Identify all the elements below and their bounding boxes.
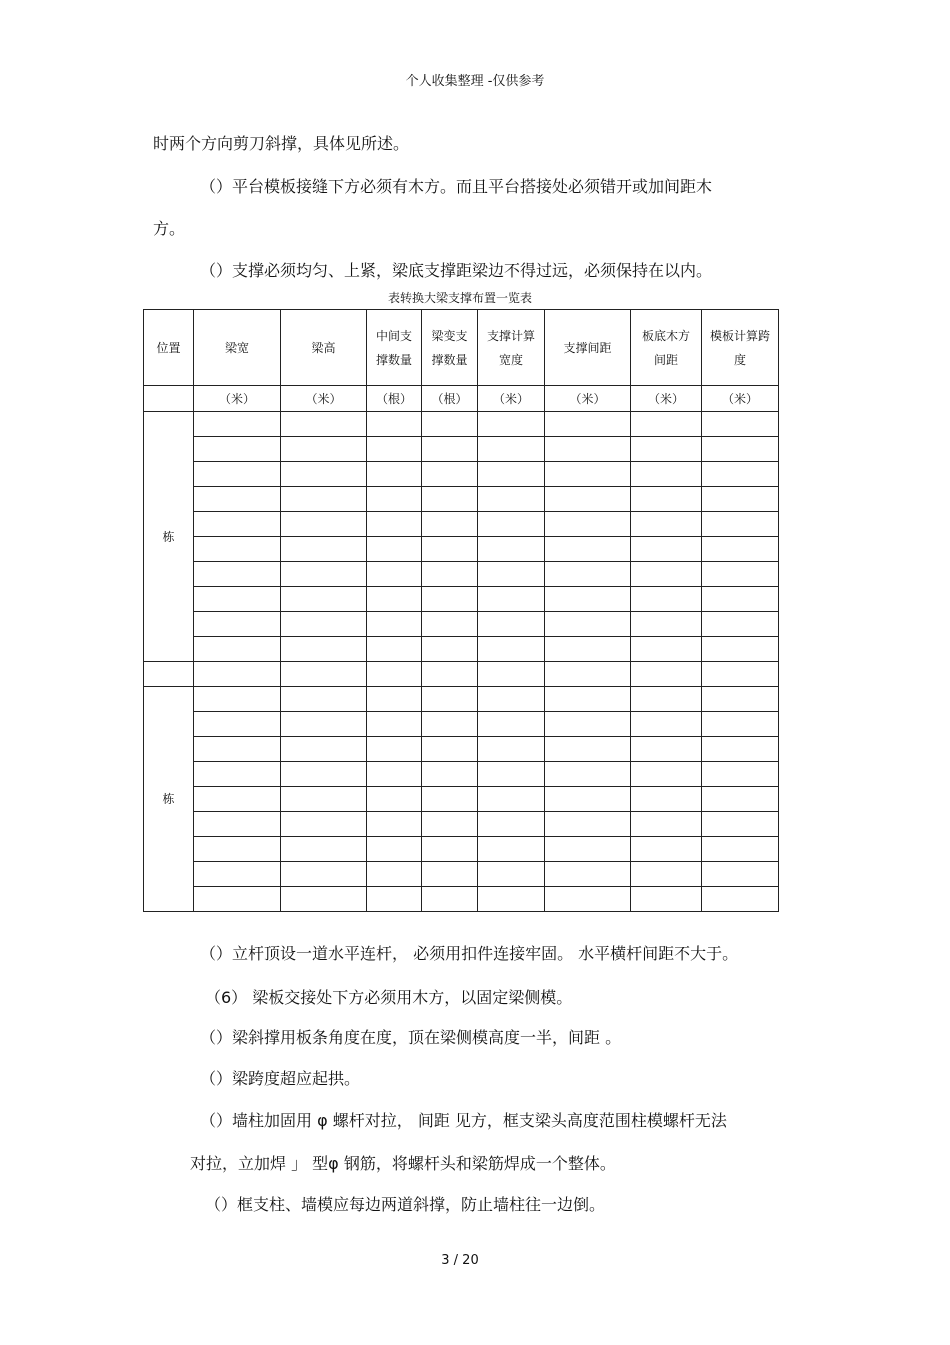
paragraph-3: （）支撑必须均匀、上紧，梁底支撑距梁边不得过远，必须保持在以内。 <box>200 261 713 280</box>
table-row <box>144 562 779 587</box>
table-row <box>144 512 779 537</box>
table-cell <box>281 562 367 587</box>
beam-support-table <box>143 309 779 912</box>
table-cell <box>422 637 478 662</box>
table-cell <box>367 812 422 837</box>
table-cell <box>367 837 422 862</box>
table-cell <box>702 712 779 737</box>
table-cell <box>281 637 367 662</box>
table-cell <box>631 837 702 862</box>
table-header-row <box>144 310 779 386</box>
table-row <box>144 587 779 612</box>
table-cell <box>281 787 367 812</box>
table-cell <box>281 537 367 562</box>
table-cell <box>194 437 281 462</box>
table-cell <box>367 587 422 612</box>
group-label-cell: 栋 <box>144 687 194 912</box>
header-cell: 位置 <box>144 310 194 386</box>
table-cell <box>702 687 779 712</box>
table-cell <box>281 887 367 912</box>
table-cell <box>422 562 478 587</box>
table-cell <box>545 462 631 487</box>
table-cell <box>478 412 545 437</box>
table-cell <box>631 612 702 637</box>
table-cell <box>545 487 631 512</box>
table-cell <box>631 462 702 487</box>
table-cell <box>631 587 702 612</box>
table-cell <box>281 812 367 837</box>
table-cell <box>422 812 478 837</box>
table-cell <box>367 887 422 912</box>
table-cell <box>702 762 779 787</box>
table-cell <box>478 687 545 712</box>
table-row <box>144 537 779 562</box>
unit-cell: （米） <box>478 386 545 412</box>
table-cell <box>702 412 779 437</box>
table-cell <box>478 612 545 637</box>
table-cell <box>702 562 779 587</box>
unit-cell <box>144 386 194 412</box>
table-cell <box>702 837 779 862</box>
table-cell <box>422 437 478 462</box>
table-cell <box>422 462 478 487</box>
header-cell: 支撑间距 <box>545 310 631 386</box>
unit-cell: （米） <box>281 386 367 412</box>
table-cell <box>702 812 779 837</box>
paragraph-1: 时两个方向剪刀斜撑，具体见所述。 <box>153 134 410 153</box>
table-cell <box>478 837 545 862</box>
group-label-cell: 栋 <box>144 412 194 662</box>
table-cell <box>194 462 281 487</box>
table-cell <box>478 787 545 812</box>
table-cell <box>702 612 779 637</box>
table-cell <box>478 462 545 487</box>
table-cell <box>367 462 422 487</box>
unit-cell: （米） <box>631 386 702 412</box>
table-cell <box>367 712 422 737</box>
table-cell <box>194 762 281 787</box>
table-cell <box>194 812 281 837</box>
table-cell <box>194 862 281 887</box>
table-cell <box>194 637 281 662</box>
table-cell <box>367 737 422 762</box>
table-cell <box>702 737 779 762</box>
unit-cell: （米） <box>702 386 779 412</box>
table-row <box>144 887 779 912</box>
table-cell <box>702 437 779 462</box>
table-cell <box>422 787 478 812</box>
table-unit-row <box>144 386 779 412</box>
table-cell <box>422 837 478 862</box>
unit-cell: （根） <box>422 386 478 412</box>
table-row <box>144 787 779 812</box>
table-cell <box>281 612 367 637</box>
table-cell <box>631 437 702 462</box>
table-cell <box>367 662 422 687</box>
table-cell <box>194 837 281 862</box>
table-cell <box>367 512 422 537</box>
paragraph-6: （）梁斜撑用板条角度在度，顶在梁侧模高度一半，间距 。 <box>200 1028 622 1047</box>
table-cell <box>422 487 478 512</box>
table-cell <box>545 562 631 587</box>
table-cell <box>702 862 779 887</box>
table-cell <box>631 887 702 912</box>
header-cell: 梁宽 <box>194 310 281 386</box>
table-row <box>144 437 779 462</box>
table-cell <box>545 687 631 712</box>
table-cell <box>367 762 422 787</box>
table-cell <box>478 712 545 737</box>
table-cell <box>422 512 478 537</box>
table-cell <box>281 837 367 862</box>
table-cell <box>478 662 545 687</box>
table-cell <box>545 612 631 637</box>
table-cell <box>281 737 367 762</box>
table-cell <box>281 687 367 712</box>
table-cell <box>631 537 702 562</box>
group-label-cell <box>144 662 194 687</box>
table-cell <box>422 687 478 712</box>
table-cell <box>478 887 545 912</box>
table-cell <box>194 787 281 812</box>
table-cell <box>702 587 779 612</box>
table-cell <box>545 787 631 812</box>
table-cell <box>545 837 631 862</box>
table-cell <box>367 862 422 887</box>
table-cell <box>194 562 281 587</box>
table-row <box>144 637 779 662</box>
table-cell <box>478 762 545 787</box>
table-cell <box>702 462 779 487</box>
table-cell <box>545 862 631 887</box>
table-cell <box>194 512 281 537</box>
table-cell <box>545 762 631 787</box>
paragraph-8: （）墙柱加固用 φ 螺杆对拉， 间距 见方，框支梁头高度范围柱模螺杆无法 <box>200 1111 727 1130</box>
table-cell <box>478 812 545 837</box>
table-cell <box>422 412 478 437</box>
table-cell <box>422 537 478 562</box>
table-cell <box>367 637 422 662</box>
table-cell <box>367 687 422 712</box>
table-cell <box>702 487 779 512</box>
table-cell <box>194 537 281 562</box>
table-cell <box>631 487 702 512</box>
table-cell <box>631 687 702 712</box>
table-cell <box>545 512 631 537</box>
table-cell <box>545 412 631 437</box>
unit-cell: （米） <box>194 386 281 412</box>
table-cell <box>478 637 545 662</box>
table-cell <box>194 712 281 737</box>
table-cell <box>281 587 367 612</box>
table-cell <box>367 412 422 437</box>
table-row <box>144 687 779 712</box>
table-row <box>144 737 779 762</box>
table-cell <box>422 612 478 637</box>
table-row <box>144 462 779 487</box>
paragraph-2: （）平台模板接缝下方必须有木方。而且平台搭接处必须错开或加间距木 <box>200 177 713 196</box>
table-cell <box>367 787 422 812</box>
paragraph-4: （）立杆顶设一道水平连杆， 必须用扣件连接牢固。 水平横杆间距不大于。 <box>200 944 739 963</box>
table-cell <box>631 862 702 887</box>
page-number: 3 / 20 <box>441 1253 479 1268</box>
header-cell: 板底木方间距 <box>631 310 702 386</box>
table-row <box>144 862 779 887</box>
paragraph-8-cont: 对拉，立加焊 」 型φ 钢筋，将螺杆头和梁筋焊成一个整体。 <box>190 1154 616 1173</box>
table-cell <box>478 862 545 887</box>
table-cell <box>702 887 779 912</box>
paragraph-9: （）框支柱、墙模应每边两道斜撑，防止墙柱往一边倒。 <box>205 1195 606 1214</box>
table-cell <box>478 437 545 462</box>
table-row <box>144 762 779 787</box>
table-cell <box>545 637 631 662</box>
unit-cell: （米） <box>545 386 631 412</box>
page-header: 个人收集整理 -仅供参考 <box>405 74 545 89</box>
header-cell: 梁高 <box>281 310 367 386</box>
table-cell <box>702 662 779 687</box>
table-cell <box>422 887 478 912</box>
table-cell <box>422 762 478 787</box>
table-cell <box>631 737 702 762</box>
table-cell <box>478 587 545 612</box>
table-cell <box>422 862 478 887</box>
header-cell: 支撑计算宽度 <box>478 310 545 386</box>
table-cell <box>631 762 702 787</box>
table-cell <box>478 562 545 587</box>
table-cell <box>631 787 702 812</box>
table-cell <box>422 587 478 612</box>
table-cell <box>367 437 422 462</box>
header-cell: 模板计算跨度 <box>702 310 779 386</box>
table-caption: 表转换大梁支撑布置一览表 <box>387 291 532 305</box>
table-cell <box>194 737 281 762</box>
table-cell <box>194 687 281 712</box>
table-cell <box>478 487 545 512</box>
table-cell <box>545 812 631 837</box>
header-cell: 梁变支撑数量 <box>422 310 478 386</box>
table-cell <box>281 862 367 887</box>
table-cell <box>281 462 367 487</box>
table-cell <box>545 662 631 687</box>
table-cell <box>367 612 422 637</box>
table-cell <box>631 712 702 737</box>
table-row <box>144 612 779 637</box>
table-cell <box>631 637 702 662</box>
paragraph-7: （）梁跨度超应起拱。 <box>200 1069 361 1088</box>
paragraph-5: （6） 梁板交接处下方必须用木方，以固定梁侧模。 <box>205 988 573 1007</box>
table-cell <box>702 637 779 662</box>
table-cell <box>545 537 631 562</box>
table-cell <box>631 812 702 837</box>
table-cell <box>367 487 422 512</box>
table-cell <box>545 737 631 762</box>
table-cell <box>422 712 478 737</box>
table-cell <box>281 712 367 737</box>
table-cell <box>194 587 281 612</box>
table-cell <box>545 887 631 912</box>
table-cell <box>631 662 702 687</box>
table-cell <box>631 512 702 537</box>
table-cell <box>194 887 281 912</box>
table-cell <box>281 662 367 687</box>
table-cell <box>545 712 631 737</box>
header-cell: 中间支撑数量 <box>367 310 422 386</box>
table-cell <box>281 512 367 537</box>
table-row <box>144 837 779 862</box>
table-cell <box>194 612 281 637</box>
table-cell <box>631 412 702 437</box>
table-cell <box>422 737 478 762</box>
table-row <box>144 412 779 437</box>
table-cell <box>478 537 545 562</box>
table-cell <box>545 437 631 462</box>
unit-cell: （根） <box>367 386 422 412</box>
table-cell <box>281 437 367 462</box>
table-cell <box>367 537 422 562</box>
table-cell <box>702 537 779 562</box>
table-cell <box>194 487 281 512</box>
paragraph-2-cont: 方。 <box>153 219 186 238</box>
table-cell <box>702 787 779 812</box>
table-row <box>144 712 779 737</box>
table-row <box>144 812 779 837</box>
table-cell <box>545 587 631 612</box>
table-cell <box>478 737 545 762</box>
table-row <box>144 487 779 512</box>
table-cell <box>281 762 367 787</box>
table-cell <box>281 487 367 512</box>
table-cell <box>702 512 779 537</box>
table-cell <box>422 662 478 687</box>
table-cell <box>631 562 702 587</box>
table-cell <box>194 662 281 687</box>
table-cell <box>281 412 367 437</box>
table-cell <box>367 562 422 587</box>
table-cell <box>478 512 545 537</box>
table-row <box>144 662 779 687</box>
table-cell <box>194 412 281 437</box>
